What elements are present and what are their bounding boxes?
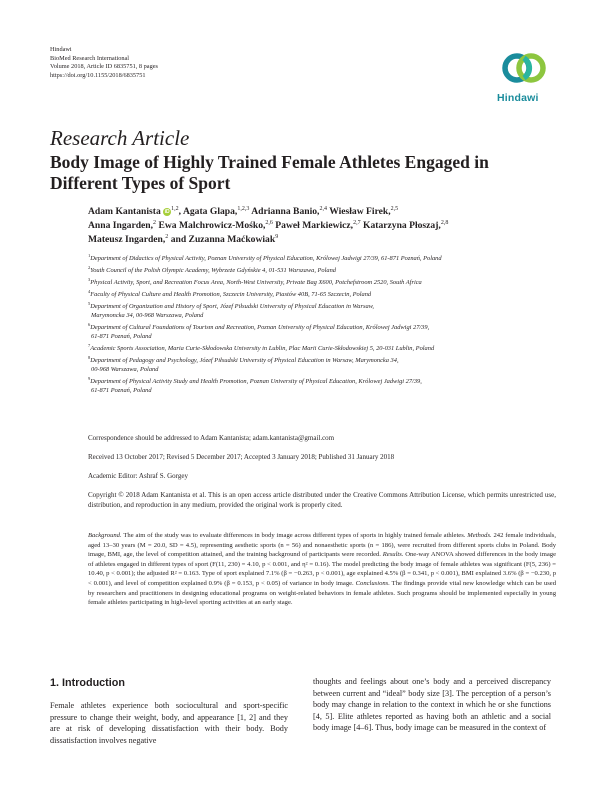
affiliation (88, 375, 558, 396)
author-name[interactable]: and Zuzanna Maćkowiak (170, 234, 276, 245)
author-name[interactable]: Mateusz Ingarden, (88, 234, 166, 245)
abstract-conclusions-text: The findings provide vital new knowledge which can be used by researchers and practitioners in designing educational programs on weight-related behaviors in female athletes. Such programs should be implemented especially in young female athletes participating in high-level sporting activities at an early stage. (88, 579, 556, 607)
journal-info (50, 46, 158, 80)
author-affil-sup: 2 (153, 219, 157, 226)
author-name[interactable]: Paweł Markiewicz, (275, 220, 354, 231)
orcid-icon[interactable]: iD (164, 208, 170, 215)
abstract-results-label: Results. (382, 551, 404, 559)
affiliation-list (88, 252, 558, 396)
affiliation-text-cont: 61-871 Poznań, Poland (91, 387, 152, 394)
hindawi-logo (494, 46, 556, 108)
author-affil-sup: 1,2,3 (237, 205, 250, 212)
author-affil-sup: 2 (165, 233, 169, 240)
affiliation-number: 3 (88, 277, 91, 283)
author-affil-sup: 1,2 (171, 205, 179, 212)
author-name[interactable]: Ewa Malchrowicz-Mośko, (158, 220, 266, 231)
affiliation-text: Department of Cultural Foundations of Tourism and Recreation, Poznan University of Physical Education, Królowej Jadwigi 27/39, (90, 324, 430, 332)
author-name[interactable]: Adam Kantanista (88, 206, 161, 217)
author-list (88, 205, 568, 247)
affiliation-number: 2 (88, 265, 91, 271)
author-name[interactable]: Katarzyna Płoszaj, (363, 220, 441, 231)
affiliation-number: 8 (88, 355, 91, 361)
copyright-notice: Copyright © 2018 Adam Kantanista et al. This is an open access article distributed under the Creative Commons Attribution License, which permits unrestricted use, distribution, and reproduction in any medium, provided the original work is properly cited. (88, 491, 556, 509)
affiliation (88, 342, 558, 354)
affiliation-text: Faculty of Physical Culture and Health Promotion, Szczecin University, Piastów 40B, 71-65 Szczecin, Poland (90, 291, 372, 299)
volume-info: Volume 2018, Article ID 6835751, 8 pages (50, 63, 158, 71)
affiliation-text-cont: 61-871 Poznań, Poland (91, 333, 152, 341)
affiliation-text: Department of Organization and History of Sport, Józef Piłsudski University of Physical Education in Warsaw, (90, 303, 375, 311)
affiliation-text-cont: 00-968 Warszawa, Poland (91, 366, 159, 374)
abstract-background-label: Background. (88, 532, 122, 539)
affiliation-text: Department of Didactics of Physical Activity, Poznan University of Physical Education, Królowej Jadwigi 27/39, 61-871 Poznań, Poland (90, 255, 442, 263)
author-affil-sup: 2,5 (390, 205, 399, 212)
affiliation (88, 354, 558, 375)
author-affil-sup: 2,6 (265, 219, 273, 226)
publication-dates: Received 13 October 2017; Revised 5 December 2017; Accepted 3 January 2018; Published 31 January 2018 (88, 453, 395, 461)
affiliation (88, 264, 558, 276)
affiliation-number: 1 (88, 253, 91, 258)
author-name[interactable]: Adrianna Banio, (251, 206, 320, 217)
author-name[interactable]: Agata Glapa, (182, 206, 238, 217)
affiliation-number: 7 (88, 343, 91, 348)
abstract-results-text: One-way ANOVA showed differences in the body image of athletes engaged in different types of sport (F(11, 230) = 4.10, p < 0.001, and η² = 0.16). The model predicting the body image of female athletes was significant (F(5, 236) = 10.40, p < 0.001); the adjusted R² = 0.163. Type of sport explained 7.1% (β = −0.263, p < 0.001), age explained 4.5% (β = 0.341, p < 0.001), BMI explained 3.6% (β = −0.230, p < 0.001), and level of competition explained 0.9% (β = 0.153, p < 0.05) of variance in body image. (88, 551, 556, 587)
abstract-conclusions-label: Conclusions. (355, 579, 390, 587)
author-name[interactable]: Wiesław Firek, (329, 206, 391, 217)
affiliation-text: Academic Sports Association, Maria Curie-Skłodowska University in Lublin, Plac Marii Curie-Skłodowskiej 5, 20-031 Lublin, Poland (90, 345, 435, 353)
publisher-name: Hindawi (50, 46, 72, 53)
abstract (88, 531, 556, 608)
intro-paragraph-left: Female athletes experience both sociocultural and sport-specific pressure to change their weight, body, and appearance [1, 2] and they are at risk of developing dissatisfaction with their body. Body dissatisfaction involves negative (50, 701, 288, 745)
section-heading: 1. Introduction (50, 677, 125, 689)
affiliation-text: Department of Pedagogy and Psychology, Józef Piłsudski University of Physical Education in Warsaw, Marymoncka 34, (90, 357, 399, 365)
affiliation (88, 276, 558, 288)
affiliation (88, 288, 558, 300)
affiliation-text: Youth Council of the Polish Olympic Academy, Wybrzeże Gdyńskie 4, 01-531 Warszawa, Poland (90, 267, 336, 275)
author-affil-sup: 2,7 (353, 219, 361, 226)
affiliation-number: 4 (88, 289, 91, 295)
author-line: Adam Kantanista iD $^{1,2}$, Agata Glapa,$^{1,2,3}$ Adrianna Banio,$^{2,4}$ Wiesław Firek,$^{2,5}$ (88, 205, 399, 217)
affiliation-text: Department of Physical Activity Study and Health Promotion, Poznan University of Physical Education, Królowej Jadwigi 27/39, (90, 378, 422, 386)
affiliation (88, 252, 558, 264)
author-affil-sup: 9 (275, 233, 279, 240)
abstract-background-text: The aim of the study was to evaluate differences in body image across different types of sports in highly trained female athletes. (121, 532, 468, 539)
doi-link[interactable]: https://doi.org/10.1155/2018/6835751 (50, 71, 146, 79)
intro-paragraph-right: thoughts and feelings about one’s body and a perceived discrepancy between current and “ideal” body size [3]. The perception of a person’s body may change in relation to the context in which he or she functions [4, 5]. Elite athletes reported as having both an athletic and a social body image [4–6]. Thus, body image can be measured in the context of (313, 677, 551, 733)
abstract-methods-label: Methods. (467, 532, 492, 539)
academic-editor: Academic Editor: Ashraf S. Gorgey (88, 472, 188, 480)
hindawi-logo-text: Hindawi (497, 92, 539, 104)
author-affil-sup: 2,4 (319, 205, 327, 212)
affiliation-number: 9 (88, 375, 91, 381)
affiliation (88, 321, 558, 342)
affiliation-text-cont: Marymoncka 34, 00-968 Warszawa, Poland (91, 312, 204, 320)
hindawi-logo-icon (500, 46, 548, 90)
author-line (88, 219, 568, 233)
correspondence-note: Correspondence should be addressed to Adam Kantanista; adam.kantanista@gmail.com (88, 434, 335, 442)
article-title: Body Image of Highly Trained Female Athletes Engaged in Different Types of Sport (50, 152, 489, 193)
author-name[interactable]: Anna Ingarden, (88, 220, 154, 231)
affiliation (88, 300, 558, 321)
affiliation-number: 5 (88, 301, 91, 307)
journal-name: BioMed Research International (50, 54, 130, 62)
abstract-methods-text: 242 female individuals, aged 13–30 years (M = 20.0, SD = 4.5), representing aesthetic sports (n = 56) and nonaesthetic sports (n = 186), were recruited from different sports clubs in Poland. Body image, BMI, age, the level of competition attained, and the training background of participants were recorded. (88, 532, 556, 559)
author-affil-sup: 2,8 (440, 219, 449, 226)
affiliation-number: 6 (88, 322, 91, 328)
article-type: Research Article (50, 126, 190, 150)
author-line (88, 233, 568, 247)
affiliation-text: Physical Activity, Sport, and Recreation Focus Area, North-West University, Private Bag X600, Potchefstroom 2520, South Africa (90, 279, 422, 287)
